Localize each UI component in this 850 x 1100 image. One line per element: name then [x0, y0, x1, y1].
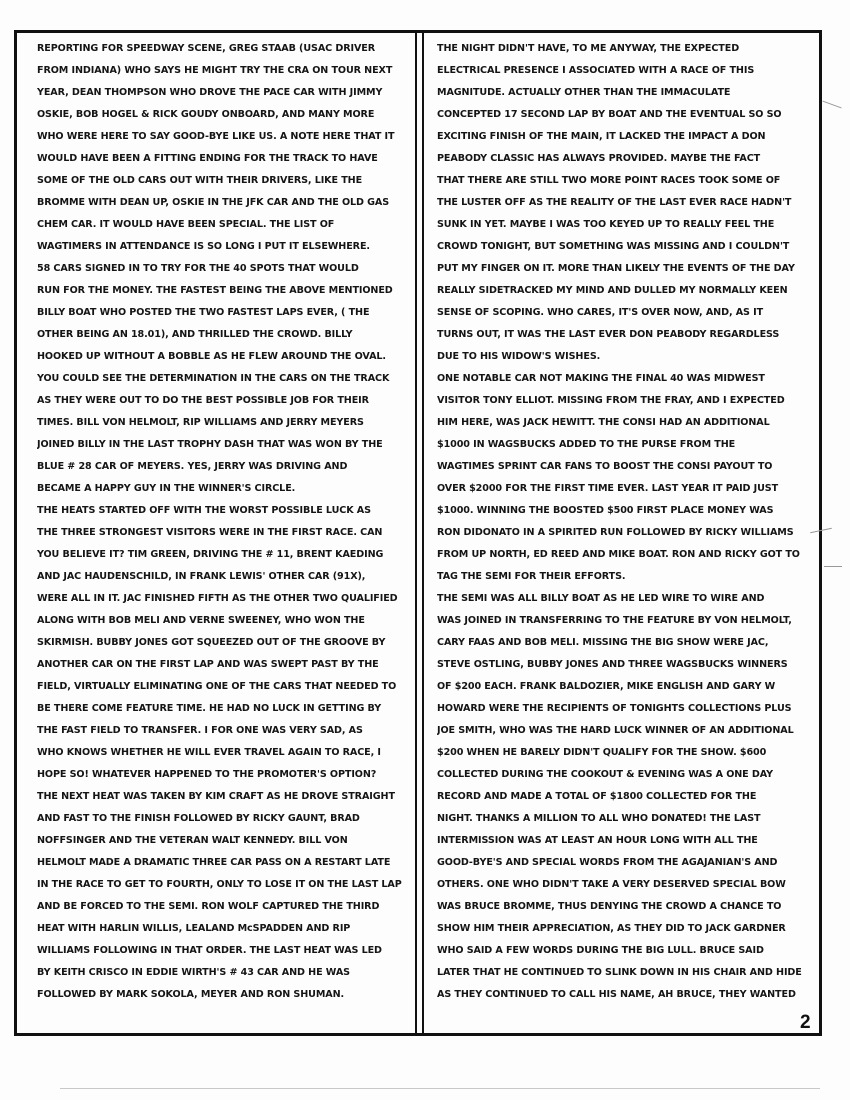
text-line: $1000 IN WAGSBUCKS ADDED TO THE PURSE FROM THE — [437, 439, 736, 450]
text-line: THE FAST FIELD TO TRANSFER. I FOR ONE WAS VERY SAD, AS — [37, 725, 363, 736]
text-line: HOWARD WERE THE RECIPIENTS OF TONIGHTS COLLECTIONS PLUS — [437, 703, 792, 714]
text-line: WERE ALL IN IT. JAC FINISHED FIFTH AS THE OTHER TWO QUALIFIED — [37, 593, 398, 604]
text-line: TAG THE SEMI FOR THEIR EFFORTS. — [437, 571, 626, 582]
text-line: YEAR, DEAN THOMPSON WHO DROVE THE PACE CAR WITH JIMMY — [37, 87, 383, 98]
text-line: AND FAST TO THE FINISH FOLLOWED BY RICKY GAUNT, BRAD — [37, 813, 360, 824]
text-line: HEAT WITH HARLIN WILLIS, LEALAND McSPADDEN AND RIP — [37, 923, 351, 934]
text-line: SUNK IN YET. MAYBE I WAS TOO KEYED UP TO REALLY FEEL THE — [437, 219, 775, 230]
text-line: WAGTIMERS IN ATTENDANCE IS SO LONG I PUT IT ELSEWHERE. — [37, 241, 370, 252]
text-line: FROM UP NORTH, ED REED AND MIKE BOAT. RON AND RICKY GOT TO — [437, 549, 800, 560]
text-line: HIM HERE, WAS JACK HEWITT. THE CONSI HAD AN ADDITIONAL — [437, 417, 770, 428]
text-line: EXCITING FINISH OF THE MAIN, IT LACKED THE IMPACT A DON — [437, 131, 766, 142]
right-text-column — [437, 38, 813, 1006]
text-line: WAGTIMES SPRINT CAR FANS TO BOOST THE CONSI PAYOUT TO — [437, 461, 773, 472]
text-line: BROMME WITH DEAN UP, OSKIE IN THE JFK CAR AND THE OLD GAS — [37, 197, 390, 208]
text-line: RUN FOR THE MONEY. THE FASTEST BEING THE ABOVE MENTIONED — [37, 285, 393, 296]
text-line: AS THEY CONTINUED TO CALL HIS NAME, AH BRUCE, THEY WANTED — [437, 989, 796, 1000]
text-line: OF $200 EACH. FRANK BALDOZIER, MIKE ENGLISH AND GARY W — [437, 681, 776, 692]
text-line: AND JAC HAUDENSCHILD, IN FRANK LEWIS' OTHER CAR (91X), — [37, 571, 366, 582]
left-text-column — [37, 38, 409, 1006]
text-line: THAT THERE ARE STILL TWO MORE POINT RACES TOOK SOME OF — [437, 175, 781, 186]
text-line: FROM INDIANA) WHO SAYS HE MIGHT TRY THE CRA ON TOUR NEXT — [37, 65, 393, 76]
text-line: WHO WERE HERE TO SAY GOOD-BYE LIKE US. A NOTE HERE THAT IT — [37, 131, 395, 142]
text-line: SHOW HIM THEIR APPRECIATION, AS THEY DID TO JACK GARDNER — [437, 923, 786, 934]
text-line: BE THERE COME FEATURE TIME. HE HAD NO LUCK IN GETTING BY — [37, 703, 382, 714]
text-line: THE HEATS STARTED OFF WITH THE WORST POSSIBLE LUCK AS — [37, 505, 371, 516]
text-line: RON DIDONATO IN A SPIRITED RUN FOLLOWED BY RICKY WILLIAMS — [437, 527, 794, 538]
text-line: STEVE OSTLING, BUBBY JONES AND THREE WAGSBUCKS WINNERS — [437, 659, 788, 670]
text-line: ANOTHER CAR ON THE FIRST LAP AND WAS SWEPT PAST BY THE — [37, 659, 379, 670]
text-line: OSKIE, BOB HOGEL & RICK GOUDY ONBOARD, AND MANY MORE — [37, 109, 375, 120]
text-line: FIELD, VIRTUALLY ELIMINATING ONE OF THE CARS THAT NEEDED TO — [37, 681, 397, 692]
text-line: OTHER BEING AN 18.01), AND THRILLED THE CROWD. BILLY — [37, 329, 353, 340]
text-line: BILLY BOAT WHO POSTED THE TWO FASTEST LAPS EVER, ( THE — [37, 307, 370, 318]
text-line: $200 WHEN HE BARELY DIDN'T QUALIFY FOR THE SHOW. $600 — [437, 747, 767, 758]
text-line: INTERMISSION WAS AT LEAST AN HOUR LONG WITH ALL THE — [437, 835, 758, 846]
column-divider-right-rule — [422, 30, 424, 1036]
text-line: SOME OF THE OLD CARS OUT WITH THEIR DRIVERS, LIKE THE — [37, 175, 363, 186]
text-line: RECORD AND MADE A TOTAL OF $1800 COLLECTED FOR THE — [437, 791, 757, 802]
text-line: VISITOR TONY ELLIOT. MISSING FROM THE FRAY, AND I EXPECTED — [437, 395, 785, 406]
text-line: BECAME A HAPPY GUY IN THE WINNER'S CIRCLE. — [37, 483, 296, 494]
text-line: CARY FAAS AND BOB MELI. MISSING THE BIG SHOW WERE JAC, — [437, 637, 769, 648]
frame-bottom-border — [14, 1033, 822, 1036]
text-line: WAS JOINED IN TRANSFERRING TO THE FEATURE BY VON HELMOLT, — [437, 615, 792, 626]
text-line: TIMES. BILL VON HELMOLT, RIP WILLIAMS AND JERRY MEYERS — [37, 417, 364, 428]
text-line: HOOKED UP WITHOUT A BOBBLE AS HE FLEW AROUND THE OVAL. — [37, 351, 386, 362]
text-line: COLLECTED DURING THE COOKOUT & EVENING WAS A ONE DAY — [437, 769, 773, 780]
text-line: PEABODY CLASSIC HAS ALWAYS PROVIDED. MAYBE THE FACT — [437, 153, 761, 164]
text-line: $1000. WINNING THE BOOSTED $500 FIRST PLACE MONEY WAS — [437, 505, 774, 516]
text-line: ONE NOTABLE CAR NOT MAKING THE FINAL 40 WAS MIDWEST — [437, 373, 765, 384]
scan-artifact — [822, 101, 841, 109]
text-line: THE NEXT HEAT WAS TAKEN BY KIM CRAFT AS HE DROVE STRAIGHT — [37, 791, 395, 802]
text-line: BY KEITH CRISCO IN EDDIE WIRTH'S # 43 CAR AND HE WAS — [37, 967, 350, 978]
text-line: WOULD HAVE BEEN A FITTING ENDING FOR THE TRACK TO HAVE — [37, 153, 378, 164]
text-line: TURNS OUT, IT WAS THE LAST EVER DON PEABODY REGARDLESS — [437, 329, 780, 340]
text-line: AS THEY WERE OUT TO DO THE BEST POSSIBLE JOB FOR THEIR — [37, 395, 369, 406]
text-line: FOLLOWED BY MARK SOKOLA, MEYER AND RON SHUMAN. — [37, 989, 345, 1000]
text-line: SENSE OF SCOPING. WHO CARES, IT'S OVER NOW, AND, AS IT — [437, 307, 764, 318]
frame-left-border — [14, 30, 17, 1036]
text-line: OVER $2000 FOR THE FIRST TIME EVER. LAST YEAR IT PAID JUST — [437, 483, 779, 494]
text-line: THE LUSTER OFF AS THE REALITY OF THE LAST EVER RACE HADN'T — [437, 197, 792, 208]
text-line: THE NIGHT DIDN'T HAVE, TO ME ANYWAY, THE EXPECTED — [437, 43, 740, 54]
text-line: IN THE RACE TO GET TO FOURTH, ONLY TO LOSE IT ON THE LAST LAP — [37, 879, 402, 890]
text-line: REALLY SIDETRACKED MY MIND AND DULLED MY NORMALLY KEEN — [437, 285, 788, 296]
text-line: SKIRMISH. BUBBY JONES GOT SQUEEZED OUT OF THE GROOVE BY — [37, 637, 386, 648]
text-line: ELECTRICAL PRESENCE I ASSOCIATED WITH A RACE OF THIS — [437, 65, 755, 76]
text-line: 58 CARS SIGNED IN TO TRY FOR THE 40 SPOTS THAT WOULD — [37, 263, 359, 274]
text-line: MAGNITUDE. ACTUALLY OTHER THAN THE IMMACULATE — [437, 87, 731, 98]
text-line: CROWD TONIGHT, BUT SOMETHING WAS MISSING AND I COULDN'T — [437, 241, 790, 252]
text-line: WHO SAID A FEW WORDS DURING THE BIG LULL. BRUCE SAID — [437, 945, 764, 956]
text-line: WILLIAMS FOLLOWING IN THAT ORDER. THE LAST HEAT WAS LED — [37, 945, 382, 956]
scan-artifact — [60, 1088, 820, 1089]
text-line: GOOD-BYE'S AND SPECIAL WORDS FROM THE AGAJANIAN'S AND — [437, 857, 778, 868]
text-line: ALONG WITH BOB MELI AND VERNE SWEENEY, WHO WON THE — [37, 615, 365, 626]
text-line: CONCEPTED 17 SECOND LAP BY BOAT AND THE EVENTUAL SO SO — [437, 109, 782, 120]
text-line: BLUE # 28 CAR OF MEYERS. YES, JERRY WAS DRIVING AND — [37, 461, 348, 472]
frame-top-border — [14, 30, 822, 33]
text-line: WAS BRUCE BROMME, THUS DENYING THE CROWD A CHANCE TO — [437, 901, 782, 912]
text-line: PUT MY FINGER ON IT. MORE THAN LIKELY THE EVENTS OF THE DAY — [437, 263, 795, 274]
text-line: AND BE FORCED TO THE SEMI. RON WOLF CAPTURED THE THIRD — [37, 901, 380, 912]
page-number: 2 — [800, 1012, 811, 1033]
text-line: JOE SMITH, WHO WAS THE HARD LUCK WINNER OF AN ADDITIONAL — [437, 725, 794, 736]
column-divider-left-rule — [415, 30, 417, 1036]
text-line: THE SEMI WAS ALL BILLY BOAT AS HE LED WIRE TO WIRE AND — [437, 593, 765, 604]
text-line: CHEM CAR. IT WOULD HAVE BEEN SPECIAL. THE LIST OF — [37, 219, 335, 230]
text-line: NOFFSINGER AND THE VETERAN WALT KENNEDY. BILL VON — [37, 835, 348, 846]
frame-right-border — [819, 30, 822, 1036]
text-line: LATER THAT HE CONTINUED TO SLINK DOWN IN HIS CHAIR AND HIDE — [437, 967, 802, 978]
text-line: DUE TO HIS WIDOW'S WISHES. — [437, 351, 601, 362]
text-line: REPORTING FOR SPEEDWAY SCENE, GREG STAAB (USAC DRIVER — [37, 43, 376, 54]
text-line: WHO KNOWS WHETHER HE WILL EVER TRAVEL AGAIN TO RACE, I — [37, 747, 381, 758]
text-line: THE THREE STRONGEST VISITORS WERE IN THE FIRST RACE. CAN — [37, 527, 383, 538]
text-line: JOINED BILLY IN THE LAST TROPHY DASH THAT WAS WON BY THE — [37, 439, 383, 450]
text-line: YOU BELIEVE IT? TIM GREEN, DRIVING THE # 11, BRENT KAEDING — [37, 549, 384, 560]
text-line: OTHERS. ONE WHO DIDN'T TAKE A VERY DESERVED SPECIAL BOW — [437, 879, 786, 890]
text-line: HELMOLT MADE A DRAMATIC THREE CAR PASS ON A RESTART LATE — [37, 857, 391, 868]
text-line: YOU COULD SEE THE DETERMINATION IN THE CARS ON THE TRACK — [37, 373, 390, 384]
text-line: NIGHT. THANKS A MILLION TO ALL WHO DONATED! THE LAST — [437, 813, 761, 824]
scan-artifact — [824, 566, 842, 567]
text-line: HOPE SO! WHATEVER HAPPENED TO THE PROMOTER'S OPTION? — [37, 769, 377, 780]
